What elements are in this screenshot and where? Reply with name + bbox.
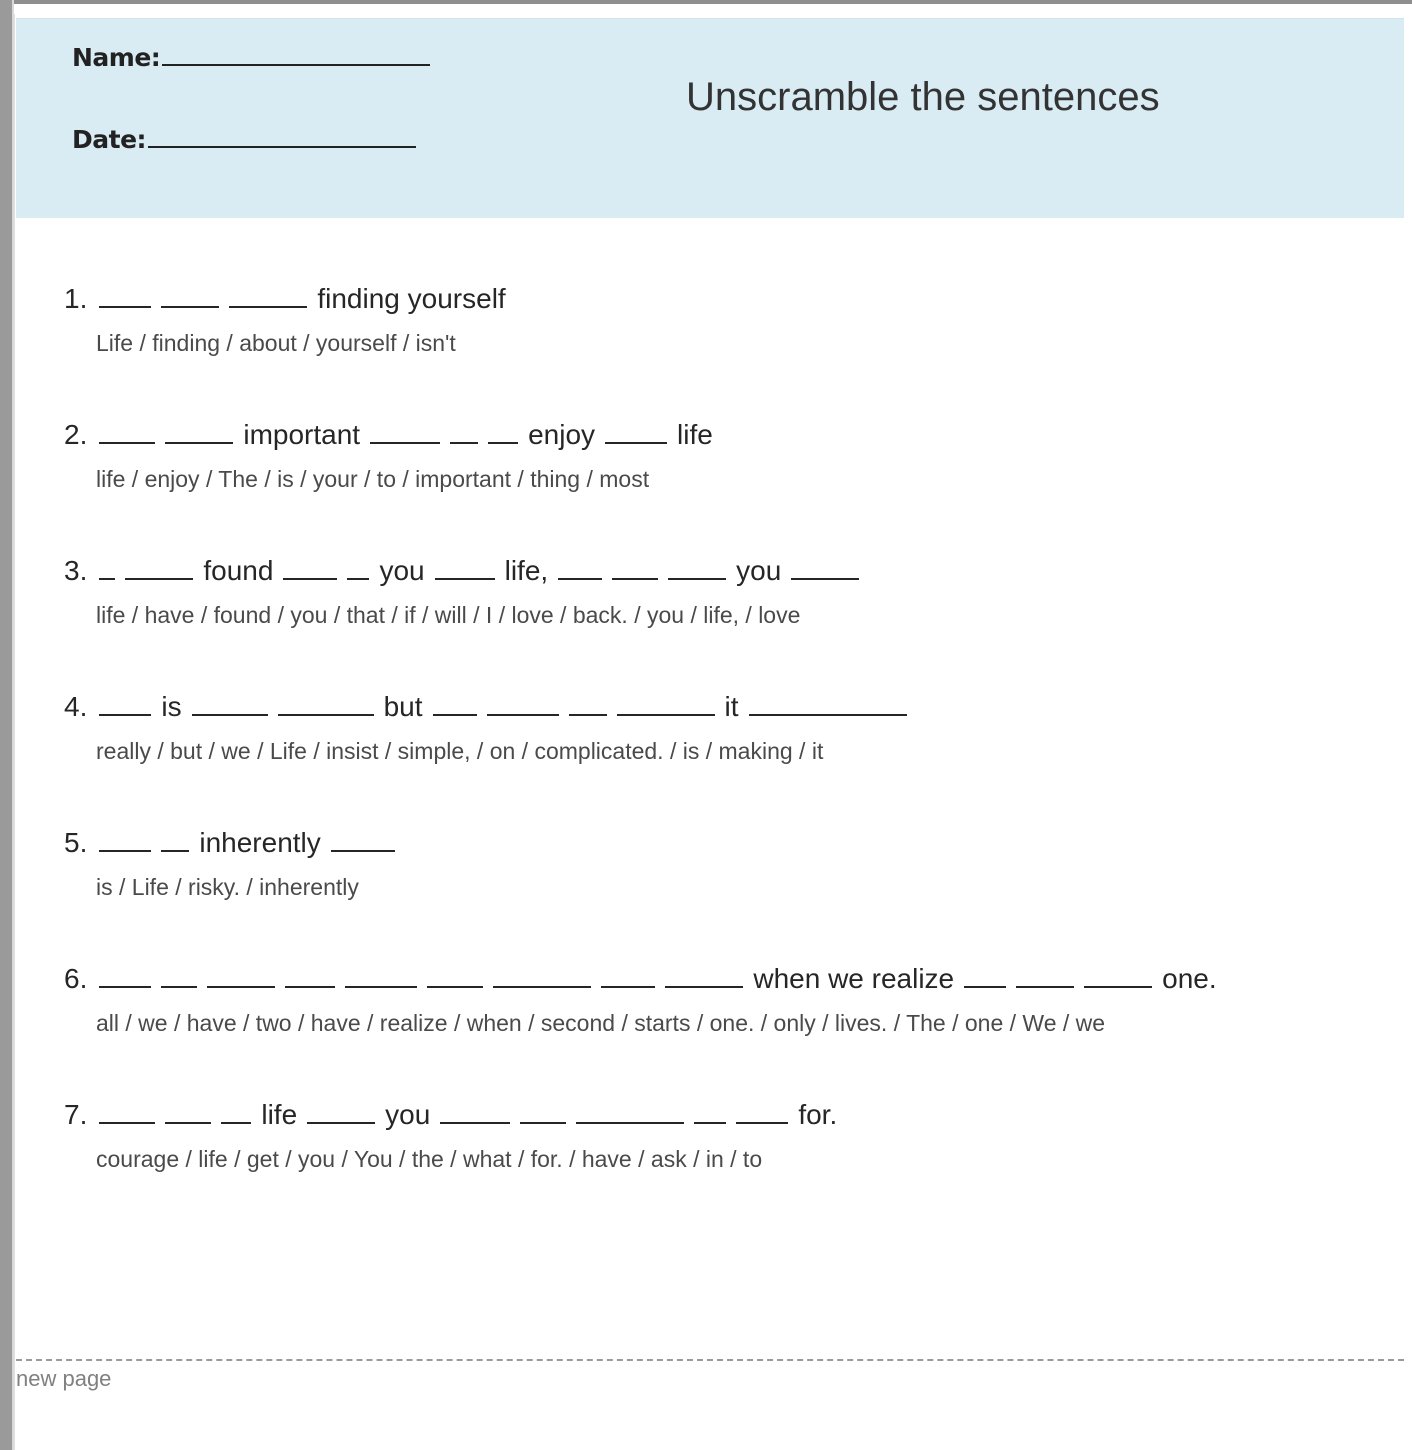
answer-blank[interactable] [749, 686, 907, 716]
question-sentence [64, 958, 1384, 998]
given-word: you [736, 555, 782, 586]
answer-blank[interactable] [558, 550, 602, 580]
answer-blank[interactable] [229, 278, 307, 308]
answer-blank[interactable] [99, 686, 151, 716]
name-label: Name: [72, 43, 161, 72]
given-word: one. [1162, 963, 1217, 994]
answer-blank[interactable] [576, 1094, 684, 1124]
answer-blank[interactable] [665, 958, 743, 988]
answer-blank[interactable] [345, 958, 417, 988]
name-line [162, 44, 430, 66]
worksheet-header [16, 18, 1404, 218]
question-number: 2. [64, 419, 88, 450]
given-word: important [243, 419, 361, 450]
word-bank: life / enjoy / The / is / your / to / important / thing / most [96, 466, 650, 492]
date-line [148, 126, 416, 148]
answer-blank[interactable] [285, 958, 335, 988]
question-item [64, 958, 1384, 1037]
answer-blank[interactable] [307, 1094, 375, 1124]
question-number: 4. [64, 691, 88, 722]
answer-blank[interactable] [161, 822, 189, 852]
answer-blank[interactable] [161, 958, 197, 988]
question-number: 7. [64, 1099, 88, 1130]
answer-blank[interactable] [520, 1094, 566, 1124]
new-page-label: new page [16, 1366, 112, 1391]
answer-blank[interactable] [1016, 958, 1074, 988]
question-number: 6. [64, 963, 88, 994]
question-number: 1. [64, 283, 88, 314]
answer-blank[interactable] [964, 958, 1006, 988]
given-word: finding yourself [317, 283, 506, 314]
answer-blank[interactable] [99, 414, 155, 444]
answer-blank[interactable] [487, 686, 559, 716]
answer-blank[interactable] [433, 686, 477, 716]
answer-blank[interactable] [612, 550, 658, 580]
answer-blank[interactable] [435, 550, 495, 580]
answer-blank[interactable] [347, 550, 369, 580]
question-number: 3. [64, 555, 88, 586]
given-word: inherently [199, 827, 321, 858]
question-item [64, 550, 1384, 629]
answer-blank[interactable] [331, 822, 395, 852]
window-frame-top [0, 0, 1412, 4]
answer-blank[interactable] [99, 278, 151, 308]
given-word: for. [798, 1099, 838, 1130]
word-bank: courage / life / get / you / You / the / what / for. / have / ask / in / to [96, 1146, 763, 1172]
answer-blank[interactable] [283, 550, 337, 580]
given-word: is [161, 691, 182, 722]
window-frame-left [0, 0, 14, 1450]
answer-blank[interactable] [221, 1094, 251, 1124]
page-break-divider [16, 1359, 1404, 1361]
word-bank: is / Life / risky. / inherently [96, 874, 359, 900]
question-item [64, 278, 1384, 357]
answer-blank[interactable] [165, 414, 233, 444]
answer-blank[interactable] [668, 550, 726, 580]
answer-blank[interactable] [99, 1094, 155, 1124]
answer-blank[interactable] [278, 686, 374, 716]
answer-blank[interactable] [207, 958, 275, 988]
given-word: life [677, 419, 713, 450]
answer-blank[interactable] [427, 958, 483, 988]
given-word: it [724, 691, 739, 722]
question-item [64, 822, 1384, 901]
word-bank: Life / finding / about / yourself / isn't [96, 330, 456, 356]
answer-blank[interactable] [488, 414, 518, 444]
given-word: but [383, 691, 423, 722]
answer-blank[interactable] [370, 414, 440, 444]
answer-blank[interactable] [1084, 958, 1152, 988]
given-word: life, [504, 555, 549, 586]
answer-blank[interactable] [493, 958, 591, 988]
answer-blank[interactable] [791, 550, 859, 580]
answer-blank[interactable] [99, 822, 151, 852]
given-word: life [261, 1099, 298, 1130]
question-item [64, 1094, 1384, 1173]
word-bank: really / but / we / Life / insist / simple, / on / complicated. / is / making / it [96, 738, 824, 764]
name-field [72, 43, 430, 72]
answer-blank[interactable] [569, 686, 607, 716]
given-word: found [203, 555, 274, 586]
answer-blank[interactable] [125, 550, 193, 580]
answer-blank[interactable] [161, 278, 219, 308]
answer-blank[interactable] [192, 686, 268, 716]
question-sentence [64, 278, 1384, 318]
given-word: you [385, 1099, 431, 1130]
answer-blank[interactable] [165, 1094, 211, 1124]
question-item [64, 414, 1384, 493]
answer-blank[interactable] [99, 550, 115, 580]
date-field [72, 125, 416, 154]
answer-blank[interactable] [694, 1094, 726, 1124]
given-word: enjoy [528, 419, 596, 450]
answer-blank[interactable] [736, 1094, 788, 1124]
date-label: Date: [72, 125, 147, 154]
answer-blank[interactable] [450, 414, 478, 444]
answer-blank[interactable] [601, 958, 655, 988]
question-sentence [64, 414, 1384, 454]
question-item [64, 686, 1384, 765]
answer-blank[interactable] [99, 958, 151, 988]
question-number: 5. [64, 827, 88, 858]
answer-blank[interactable] [440, 1094, 510, 1124]
given-word: when we realize [753, 963, 955, 994]
answer-blank[interactable] [617, 686, 715, 716]
question-sentence [64, 686, 1384, 726]
word-bank: life / have / found / you / that / if / will / I / love / back. / you / life, / love [96, 602, 801, 628]
question-sentence [64, 822, 1384, 862]
question-sentence [64, 1094, 1384, 1134]
answer-blank[interactable] [605, 414, 667, 444]
word-bank: all / we / have / two / have / realize / when / second / starts / one. / only / lives. / The / one / We / we [96, 1010, 1106, 1036]
given-word: you [379, 555, 425, 586]
question-sentence [64, 550, 1384, 590]
worksheet-title: Unscramble the sentences [686, 75, 1160, 119]
